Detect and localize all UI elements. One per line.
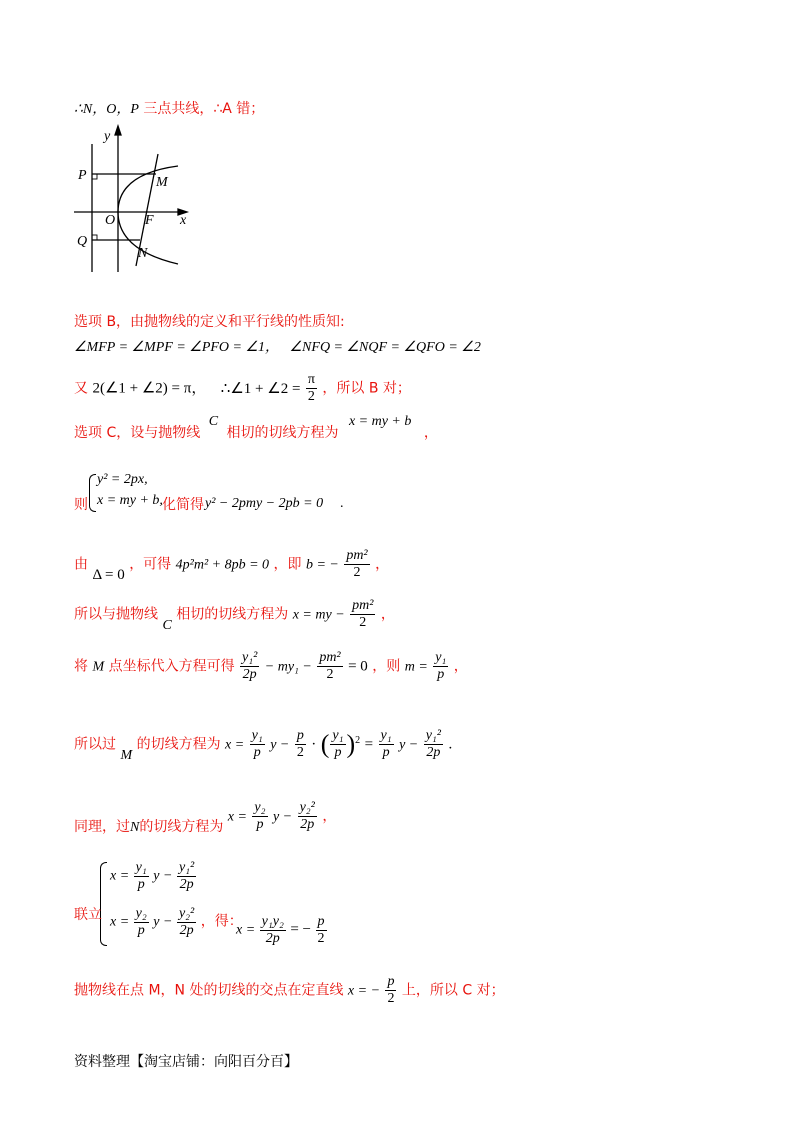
tm-y1: y − <box>270 737 290 753</box>
option-b-intro: 选项 B，由抛物线的定义和平行线的性质知: <box>74 314 345 330</box>
tm-dot: · <box>311 736 317 753</box>
tn-x: x = <box>227 809 247 825</box>
label-p: P <box>78 168 87 183</box>
tangent-eq-2: x = my − <box>292 607 345 623</box>
joint-text: 联立 <box>74 907 102 923</box>
c-var-2: C <box>162 617 172 633</box>
delta-line <box>74 548 389 581</box>
conclusion-text: 抛物线在点 M，N 处的切线的交点在定直线 <box>74 982 344 999</box>
tn-frac-2: $\frac{\text{y₂²}}{2p}$ <box>299 800 315 832</box>
system-eq-2: x = my + b, <box>97 493 163 508</box>
joint-result: x = $\frac{\text{y₁y₂}}{2p}$ = − $\frac{p}{2}$ <box>236 914 325 946</box>
label-q: Q <box>77 234 88 249</box>
parabola-figure <box>72 124 192 274</box>
simplified-eq: y² − 2pmy − 2pb = 0 <box>205 496 324 511</box>
tm-text: 所以过 <box>74 736 116 753</box>
conclusion-x: x = − <box>347 983 381 999</box>
label-o: O <box>105 213 116 228</box>
eq-angle-1: ∠MFP = ∠MPF = ∠PFO = ∠1， <box>74 340 280 355</box>
tangent-text: 所以与抛物线 <box>74 606 158 623</box>
m-var: M <box>92 659 105 675</box>
label-x: x <box>180 213 187 228</box>
pm-end: ， <box>453 658 468 675</box>
point-m-line <box>74 650 468 683</box>
option-b-sum-line <box>74 372 411 405</box>
frac-pm2-2: $\frac{\text{pm²}}{2}$ <box>319 650 341 682</box>
tm-frac-5: $\frac{\text{y₁²}}{2p}$ <box>425 728 441 760</box>
tm-eq: = <box>364 736 374 753</box>
pm2-over-2-b: $\frac{\text{pm²}}{2}$ <box>352 598 374 630</box>
option-c-text: 选项 C，设与抛物线 <box>74 425 201 441</box>
conclusion-line <box>74 974 505 1007</box>
tn-text-2: 的切线方程为 <box>139 818 224 835</box>
simplify-text: 化简得 <box>162 497 204 513</box>
delta-end: ， <box>375 556 390 573</box>
tm-y2: y − <box>399 737 419 753</box>
period: . <box>340 496 344 511</box>
get-text: ，可得 <box>129 556 172 573</box>
tn-end: ， <box>322 808 337 825</box>
frac-y1sq-2p: $\frac{\text{y₁²}}{2p}$ <box>242 650 258 682</box>
delta-cond: Δ = 0 <box>92 566 125 583</box>
tm-sq: 2 <box>355 734 361 746</box>
label-n: N <box>138 246 148 261</box>
option-b-conclusion: ，所以 B 对； <box>322 380 411 397</box>
tn-text: 同理，过 <box>74 818 130 835</box>
option-c-text-2: 相切的切线方程为 <box>226 425 339 441</box>
tm-text-2: 的切线方程为 <box>136 736 221 753</box>
y-arrow <box>115 126 121 135</box>
tm-end: . <box>448 736 453 753</box>
comma: ， <box>423 425 438 441</box>
pm-text: 将 <box>74 658 88 675</box>
right-angle-q <box>92 235 97 240</box>
eq-sum: 2(∠1 + ∠2) = π， <box>92 380 207 397</box>
tangent-text-2: 相切的切线方程为 <box>176 606 289 623</box>
m-var-2: M <box>120 747 133 763</box>
tangent-end: ， <box>380 606 395 623</box>
c-var: C <box>208 414 219 429</box>
b-eq: b = − <box>305 557 339 573</box>
conclusion-text-2: 上，所以 C 对； <box>401 982 505 999</box>
tangent-n-line <box>74 800 336 833</box>
tm-frac-2: $\frac{p}{2}$ <box>296 728 304 760</box>
conclusion-frac: $\frac{p}{2}$ <box>387 974 395 1006</box>
footer: 资料整理【淘宝店铺：向阳百分百】 <box>74 1054 298 1070</box>
right-angle-p <box>92 174 97 179</box>
n-var: N <box>130 819 140 835</box>
tm-frac-1: $\frac{\text{y₁}}{p}$ <box>251 728 263 760</box>
line1-math: ∴N，O，P <box>74 102 139 117</box>
ie-text: ，即 <box>273 556 302 573</box>
joint-get: ，得： <box>200 913 243 930</box>
by-text: 由 <box>74 556 88 573</box>
pi-over-2: $\frac{\pi}{2}$ <box>307 372 315 404</box>
tm-x: x = <box>225 737 245 753</box>
label-y: y <box>104 129 111 144</box>
system-eq-1: y² = 2px, <box>97 472 148 487</box>
tangent-eq: x = my + b <box>348 414 412 429</box>
pm2-over-2: $\frac{\text{pm²}}{2}$ <box>346 548 368 580</box>
label-m: M <box>156 175 168 190</box>
system-brace-1 <box>89 474 96 512</box>
pm-mid: − my₁ − <box>264 659 312 675</box>
line1-text: 三点共线，∴A 错； <box>143 101 265 117</box>
tangent-line <box>74 598 395 631</box>
tangent-m-line: 所以过 M 的切线方程为 x = $\frac{\text{y₁}}{p}$ y − $\frac{p}{2}$ · ( $\frac{\text{y₁}}{p}$ )$^2$ = $\frac{\text{y₁}}{p}$ y − $\frac{\text{y₁²}}{2p}$ . <box>74 728 453 763</box>
tn-frac-1: $\frac{\text{y₂}}{p}$ <box>254 800 266 832</box>
joint-row-1: x = $\frac{\text{y₁}}{p}$ y − $\frac{\text{y₁²}}{2p}$ <box>110 860 195 892</box>
pm-then: ，则 <box>372 658 401 675</box>
joint-row-2: x = $\frac{\text{y₂}}{p}$ y − $\frac{\text{y₂²}}{2p}$ ，得： <box>110 906 243 938</box>
line-1 <box>74 98 264 118</box>
pm-text-2: 点坐标代入方程可得 <box>108 658 235 675</box>
tn-y: y − <box>272 809 293 825</box>
m-eq: m = <box>404 659 428 675</box>
frac-y1-p: $\frac{\text{y₁}}{p}$ <box>435 650 447 682</box>
delta-eq: 4p²m² + 8pb = 0 <box>175 557 270 573</box>
option-c-intro <box>74 414 438 442</box>
eq-angle-2: ∠NFQ = ∠NQF = ∠QFO = ∠2 <box>289 340 481 355</box>
option-b-eq-line <box>74 336 481 356</box>
tm-frac-3: $\frac{\text{y₁}}{p}$ <box>332 728 344 760</box>
tm-frac-4: $\frac{\text{y₁}}{p}$ <box>380 728 392 760</box>
therefore-sum: ∴∠1 + ∠2 = <box>220 380 301 397</box>
pm-eq0: = 0 <box>348 658 368 675</box>
label-f: F <box>145 213 154 228</box>
then-text: 则 <box>74 497 88 513</box>
also-text: 又 <box>74 380 88 397</box>
